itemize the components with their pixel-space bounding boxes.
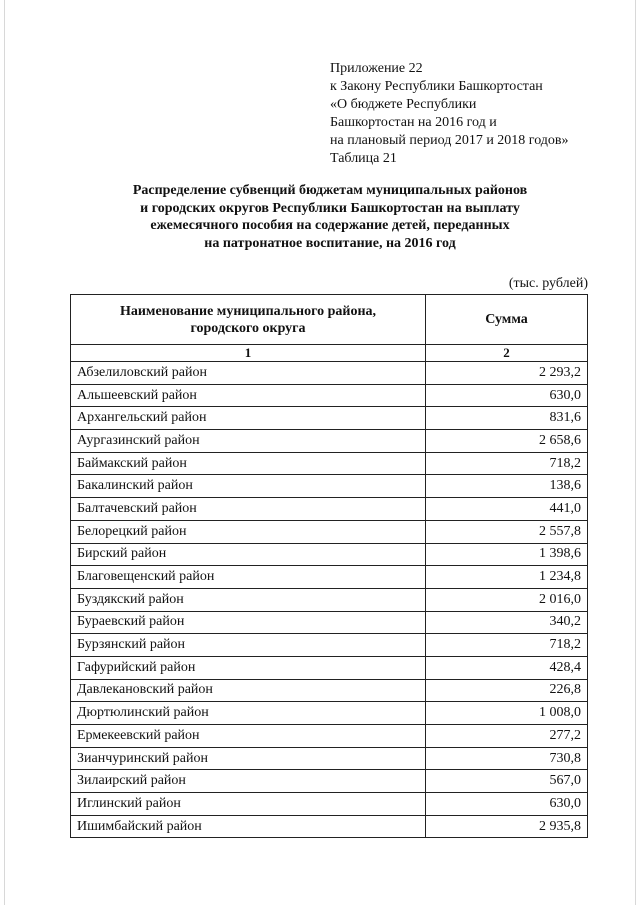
table-row bbox=[71, 588, 588, 611]
municipality-name: Благовещенский район bbox=[71, 566, 426, 589]
table-row bbox=[71, 362, 588, 385]
municipality-name: Ермекеевский район bbox=[71, 725, 426, 748]
header-municipality bbox=[71, 295, 426, 345]
municipality-name: Бакалинский район bbox=[71, 475, 426, 498]
subsidy-amount: 2 293,2 bbox=[426, 362, 588, 385]
subsidy-amount: 718,2 bbox=[426, 634, 588, 657]
table-row bbox=[71, 815, 588, 838]
table-row bbox=[71, 725, 588, 748]
table-row bbox=[71, 679, 588, 702]
table-row bbox=[71, 498, 588, 521]
document-title bbox=[70, 182, 590, 252]
appendix-line: Башкортостан на 2016 год и bbox=[330, 115, 497, 130]
municipality-name: Бураевский район bbox=[71, 611, 426, 634]
table-row bbox=[71, 384, 588, 407]
subsidy-amount: 2 557,8 bbox=[426, 520, 588, 543]
scan-edge-left bbox=[4, 0, 5, 905]
table-row bbox=[71, 747, 588, 770]
table-row bbox=[71, 634, 588, 657]
table-row bbox=[71, 566, 588, 589]
table-row bbox=[71, 702, 588, 725]
municipality-name: Бирский район bbox=[71, 543, 426, 566]
subsidy-amount: 1 398,6 bbox=[426, 543, 588, 566]
table-row bbox=[71, 793, 588, 816]
appendix-line: Таблица 21 bbox=[330, 151, 397, 166]
municipality-name: Белорецкий район bbox=[71, 520, 426, 543]
title-line: на патронатное воспитание, на 2016 год bbox=[204, 235, 456, 251]
subsidy-amount: 2 935,8 bbox=[426, 815, 588, 838]
municipality-name: Ишимбайский район bbox=[71, 815, 426, 838]
table-header-row bbox=[71, 295, 588, 345]
table-row bbox=[71, 770, 588, 793]
subsidy-amount: 630,0 bbox=[426, 384, 588, 407]
municipality-name: Давлекановский район bbox=[71, 679, 426, 702]
subsidy-amount: 718,2 bbox=[426, 452, 588, 475]
column-number-2: 2 bbox=[426, 345, 588, 362]
appendix-line: к Закону Республики Башкортостан bbox=[330, 79, 543, 94]
subsidy-amount: 428,4 bbox=[426, 656, 588, 679]
municipality-name: Аургазинский район bbox=[71, 430, 426, 453]
appendix-reference bbox=[330, 60, 569, 168]
header-municipality-line1: Наименование муниципального района, bbox=[119, 303, 377, 319]
subsidy-amount: 730,8 bbox=[426, 747, 588, 770]
title-line: Распределение субвенций бюджетам муниципальных районов bbox=[132, 183, 528, 198]
header-sum: Сумма bbox=[426, 295, 588, 345]
subsidy-amount: 2 016,0 bbox=[426, 588, 588, 611]
subsidy-table bbox=[70, 294, 588, 838]
subsidy-amount: 441,0 bbox=[426, 498, 588, 521]
municipality-name: Абзелиловский район bbox=[71, 362, 426, 385]
subsidy-amount: 226,8 bbox=[426, 679, 588, 702]
subsidy-amount: 831,6 bbox=[426, 407, 588, 430]
municipality-name: Балтачевский район bbox=[71, 498, 426, 521]
units-label: (тыс. рублей) bbox=[508, 276, 588, 291]
municipality-name: Дюртюлинский район bbox=[71, 702, 426, 725]
title-line: и городских округов Республики Башкортостан на выплату bbox=[140, 200, 520, 216]
municipality-name: Иглинский район bbox=[71, 793, 426, 816]
subsidy-amount: 630,0 bbox=[426, 793, 588, 816]
column-number-1: 1 bbox=[71, 345, 426, 362]
table-row bbox=[71, 475, 588, 498]
table-row bbox=[71, 543, 588, 566]
subsidy-amount: 340,2 bbox=[426, 611, 588, 634]
subsidy-amount: 2 658,6 bbox=[426, 430, 588, 453]
table-body bbox=[71, 362, 588, 838]
municipality-name: Буздякский район bbox=[71, 588, 426, 611]
title-line: ежемесячного пособия на содержание детей, переданных bbox=[150, 218, 510, 233]
municipality-name: Зианчуринский район bbox=[71, 747, 426, 770]
subsidy-amount: 138,6 bbox=[426, 475, 588, 498]
table-row bbox=[71, 520, 588, 543]
table-row bbox=[71, 656, 588, 679]
subsidy-amount: 567,0 bbox=[426, 770, 588, 793]
table-row bbox=[71, 407, 588, 430]
appendix-line: на плановый период 2017 и 2018 годов» bbox=[330, 133, 569, 148]
subsidy-amount: 277,2 bbox=[426, 725, 588, 748]
municipality-name: Гафурийский район bbox=[71, 656, 426, 679]
table-row bbox=[71, 430, 588, 453]
municipality-name: Баймакский район bbox=[71, 452, 426, 475]
scan-edge-right bbox=[635, 0, 636, 905]
appendix-line: Приложение 22 bbox=[330, 61, 423, 76]
column-number-row bbox=[71, 345, 588, 362]
table-row bbox=[71, 452, 588, 475]
subsidy-amount: 1 008,0 bbox=[426, 702, 588, 725]
subsidy-amount: 1 234,8 bbox=[426, 566, 588, 589]
table-row bbox=[71, 611, 588, 634]
municipality-name: Бурзянский район bbox=[71, 634, 426, 657]
municipality-name: Архангельский район bbox=[71, 407, 426, 430]
header-municipality-line2: городского округа bbox=[190, 320, 306, 336]
appendix-line: «О бюджете Республики bbox=[330, 97, 477, 112]
municipality-name: Зилаирский район bbox=[71, 770, 426, 793]
municipality-name: Альшеевский район bbox=[71, 384, 426, 407]
